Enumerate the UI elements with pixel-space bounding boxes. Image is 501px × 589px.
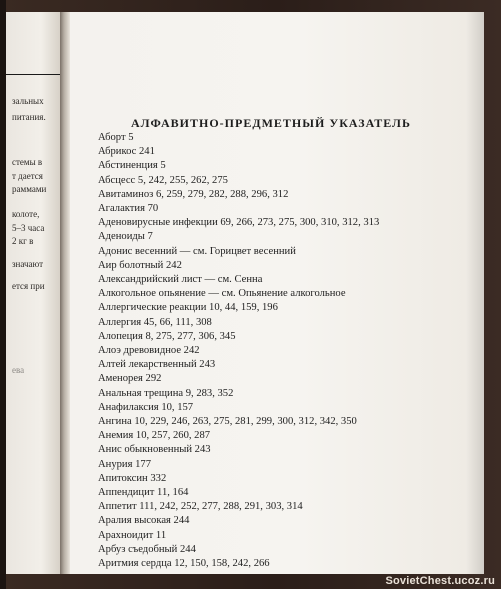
index-entry: Аденоиды 7: [98, 231, 153, 243]
index-entry: Аденовирусные инфекции 69, 266, 273, 275, 300, 310, 312, 313: [98, 217, 380, 229]
index-entry: Арахноидит 11: [98, 529, 167, 541]
index-entry: Анальная трещина 9, 283, 352: [98, 387, 234, 399]
book-gutter: [60, 12, 70, 574]
left-page: [6, 12, 60, 574]
left-page-line: раммами: [12, 184, 47, 194]
index-entry: Абсцесс 5, 242, 255, 262, 275: [98, 174, 228, 186]
left-page-line: ева: [12, 365, 25, 375]
index-entry: Алопеция 8, 275, 277, 306, 345: [98, 330, 236, 342]
left-page-line: зальных: [12, 96, 44, 106]
index-entry: Ангина 10, 229, 246, 263, 275, 281, 299, 300, 312, 342, 350: [98, 416, 357, 428]
index-entry: Алкогольное опьянение — см. Опьянение алкогольное: [98, 288, 346, 300]
index-entry: Анемия 10, 257, 260, 287: [98, 430, 211, 442]
index-entry: Аппетит 111, 242, 252, 277, 288, 291, 303, 314: [98, 501, 303, 513]
left-page-line: значают: [12, 259, 44, 269]
index-entry: Авитаминоз 6, 259, 279, 282, 288, 296, 312: [98, 188, 289, 200]
left-page-line: т дается: [12, 171, 43, 181]
index-entry: Алоэ древовидное 242: [98, 345, 200, 357]
left-page-rule: [6, 74, 60, 75]
index-entry: Аллергические реакции 10, 44, 159, 196: [98, 302, 278, 314]
page-edge-shadow: [466, 12, 484, 574]
index-entry: Апитоксин 332: [98, 472, 167, 484]
left-page-line: питания.: [12, 112, 46, 122]
page-title: АЛФАВИТНО-ПРЕДМЕТНЫЙ УКАЗАТЕЛЬ: [131, 116, 411, 130]
index-entry: Аритмия сердца 12, 150, 158, 242, 266: [98, 558, 270, 570]
index-entry: Абрикос 241: [98, 146, 155, 158]
index-entry: Аппендицит 11, 164: [98, 487, 189, 499]
index-entries: [98, 131, 379, 571]
right-page: [70, 12, 484, 574]
index-entry: Абстиненция 5: [98, 160, 166, 172]
index-entry: Аменорея 292: [98, 373, 162, 385]
left-page-line: ется при: [12, 281, 45, 291]
index-entry: Арбуз съедобный 244: [98, 543, 196, 555]
index-entry: Аборт 5: [98, 132, 134, 143]
left-page-line: колоте,: [12, 209, 40, 219]
index-entry: Алтей лекарственный 243: [98, 359, 216, 371]
left-page-line: 5–3 часа: [12, 223, 45, 233]
index-entry: Агалактия 70: [98, 203, 159, 215]
index-entry: Анис обыкновенный 243: [98, 444, 211, 456]
left-page-line: 2 кг в: [12, 236, 34, 246]
index-entry: Аралия высокая 244: [98, 515, 190, 527]
left-page-line: стемы в: [12, 157, 43, 167]
index-entry: Аир болотный 242: [98, 259, 182, 271]
watermark: SovietChest.ucoz.ru: [385, 575, 495, 587]
index-entry: Анурия 177: [98, 458, 151, 470]
index-entry: Анафилаксия 10, 157: [98, 401, 194, 413]
index-entry: Адонис весенний — см. Горицвет весенний: [98, 245, 296, 257]
index-entry: Аллергия 45, 66, 111, 308: [98, 316, 212, 328]
index-entry: Александрийский лист — см. Сенна: [98, 274, 263, 286]
